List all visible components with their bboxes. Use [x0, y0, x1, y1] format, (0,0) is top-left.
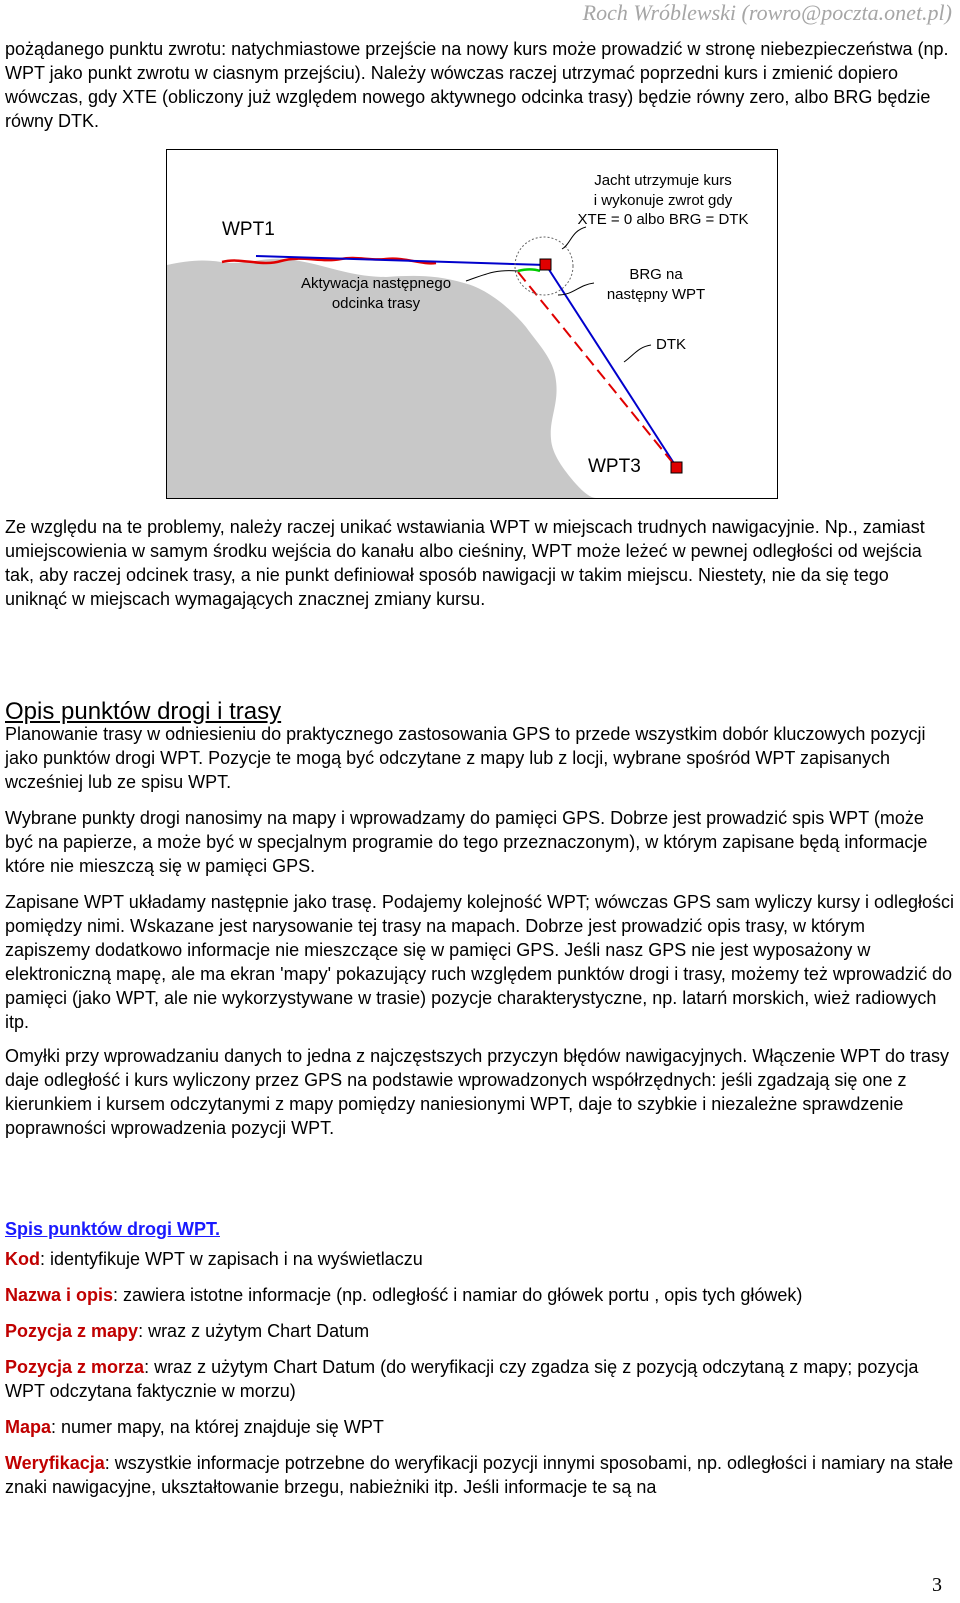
definition-desc: : wraz z użytym Chart Datum [138, 1321, 370, 1341]
paragraph-route: Zapisane WPT układamy następnie jako trasę. Podajemy kolejność WPT; wówczas GPS sam wyliczy kursy i odległości pomiędzy nimi. Wskazane jest narysowanie tej trasy na mapach. Dobrze jest prowadzić opis trasy, w którym zapiszemy dodatkowo informacje nie mieszczące się w pamięci GPS. Jeśli nasz GPS nie jest wyposażony w elektroniczną mapę, ale ma ekran 'mapy' pokazujący ruch względem punktów drogi i trasy, możemy też wprowadzić do pamięci (jako WPT, ale nie wykorzystywane w trasie) pozycje charakterystyczne, np. latarń morskich, wież radiowych itp. [5, 892, 955, 1032]
definition-term: Pozycja z morza [5, 1357, 145, 1377]
definition-term: Mapa [5, 1417, 52, 1437]
definition-item [5, 1247, 955, 1271]
definition-item [5, 1451, 955, 1499]
definition-item [5, 1283, 955, 1307]
label-activation-line1: Aktywacja następnego [300, 275, 452, 292]
definition-desc: : wszystkie informacje potrzebne do weryfikacji pozycji innymi sposobami, np. odległości i namiary na stałe znaki nawigacyjne, ukształtowanie brzegu, nabieżniki itp. Jeśli informacje te są na [5, 1453, 954, 1497]
label-yacht-line1: Jacht utrzymuje kurs [594, 172, 732, 189]
label-wpt3: WPT3 [588, 456, 641, 477]
definition-desc: : zawiera istotne informacje (np. odległość i namiar do główek portu , opis tych główek) [113, 1285, 803, 1305]
definition-term: Kod [5, 1249, 40, 1269]
page-number: 3 [932, 1574, 942, 1596]
paragraph-entering: Wybrane punkty drogi nanosimy na mapy i wprowadzamy do pamięci GPS. Dobrze jest prowadzić spis WPT (może być na papierze, a może być w specjalnym programie do tego przeznaczonym), w którym zapisane będą informacje które nie mieszczą się w pamięci GPS. [5, 808, 928, 876]
definition-desc: : numer mapy, na której znajduje się WPT [51, 1417, 384, 1437]
label-yacht-line2: i wykonuje zwrot gdy [593, 192, 733, 209]
definition-item [5, 1319, 955, 1343]
label-brg-line2: następny WPT [606, 286, 706, 303]
definition-item [5, 1355, 955, 1403]
label-dtk: DTK [656, 336, 686, 353]
label-wpt1: WPT1 [222, 219, 275, 240]
waypoint-turn-diagram [166, 149, 778, 499]
label-brg-line1: BRG na [629, 266, 683, 283]
intro-paragraph: pożądanego punktu zwrotu: natychmiastowe przejście na nowy kurs może prowadzić w stronę niebezpieczeństwa (np. WPT jako punkt zwrotu w ciasnym przejściu). Należy wówczas raczej utrzymać poprzedni kurs i zmienić dopiero wówczas, gdy XTE (obliczony już względem nowego aktywnego odcinka trasy) będzie równy zero, albo BRG będzie równy DTK. [5, 39, 949, 131]
section-title: Opis punktów drogi i trasy [5, 698, 282, 725]
wpt3-marker [671, 462, 682, 473]
paragraph-errors: Omyłki przy wprowadzaniu danych to jedna z najczęstszych przyczyn błędów nawigacyjnych. Włączenie WPT do trasy daje odległość i kurs wyliczony przez GPS na podstawie wprowadzonych współrzędnych: jeśli zgadzają się one z kierunkiem i kursem odczytanymi z mapy pomiędzy naniesionymi WPT, daje to szybkie i niezależne sprawdzenie poprawności wprowadzenia pozycji WPT. [5, 1046, 950, 1138]
definition-term: Weryfikacja [5, 1453, 105, 1473]
page-header-author: Roch Wróblewski (rowro@poczta.onet.pl) [582, 0, 952, 25]
definition-item [5, 1415, 955, 1439]
label-yacht-line3: XTE = 0 albo BRG = DTK [577, 211, 749, 228]
paragraph-planning: Planowanie trasy w odniesieniu do praktycznego zastosowania GPS to przede wszystkim dobór kluczowych pozycji jako punktów drogi WPT. Pozycje te mogą być odczytane z mapy lub z locji, wybrane spośród WPT zapisanych wcześniej lub ze spisu WPT. [5, 724, 926, 792]
definition-desc: : wraz z użytym Chart Datum (do weryfikacji czy zgadza się z pozycją odczytaną z mapy; pozycja WPT odczytana faktycznie w morzu) [5, 1357, 919, 1401]
definition-desc: : identyfikuje WPT w zapisach i na wyświetlaczu [40, 1249, 423, 1269]
diagram-svg [166, 149, 778, 499]
label-activation-line2: odcinka trasy [331, 295, 421, 312]
wpt2-marker [540, 259, 551, 270]
definition-term: Nazwa i opis [5, 1285, 114, 1305]
definition-term: Pozycja z mapy [5, 1321, 139, 1341]
list-title-link[interactable]: Spis punktów drogi WPT. [5, 1219, 220, 1239]
paragraph-problems: Ze względu na te problemy, należy raczej unikać wstawiania WPT w miejscach trudnych nawigacyjnie. Np., zamiast umiejscowienia w samym środku wejścia do kanału albo cieśniny, WPT może leżeć w pewnej odległości od wejścia tak, aby raczej odcinek trasy, a nie punkt definiował sposób nawigacji w takim miejscu. Niestety, nie da się tego uniknąć w miejscach wymagających znacznej zmiany kursu. [5, 517, 925, 609]
